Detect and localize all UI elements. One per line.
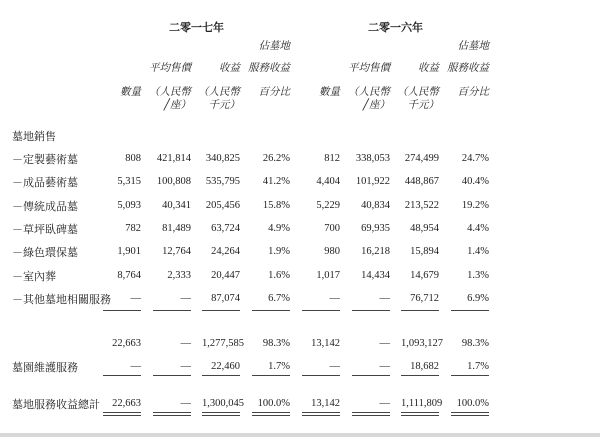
cell-avg-price-2016: 101,922 <box>355 176 390 187</box>
subtotal-underline <box>202 310 240 311</box>
subtotal-underline <box>352 375 390 376</box>
subtotal-underline <box>202 375 240 376</box>
cell-revenue-2017: 20,447 <box>211 270 240 281</box>
cell-revenue-2016: 448,867 <box>404 176 439 187</box>
cell-percentage-2016: 100.0% <box>456 398 489 409</box>
cell-quantity-2017: 5,315 <box>117 176 141 187</box>
subtotal-underline <box>252 310 290 311</box>
cell-avg-price-2017: 421,814 <box>156 153 191 164</box>
subtotal-underline <box>451 375 489 376</box>
row-label: －傳統成品墓 <box>12 201 78 213</box>
subtotal-underline <box>401 310 439 311</box>
cell-percentage-2017: 98.3% <box>262 338 290 349</box>
cell-revenue-2016: 76,712 <box>410 293 439 304</box>
cell-percentage-2016: 1.7% <box>467 361 489 372</box>
cell-avg-price-2017: — <box>180 361 191 372</box>
section-label: 墓地銷售 <box>12 131 56 143</box>
header-percentage-line2: 服務收益 <box>248 63 290 74</box>
year-header-2016: 二零一六年 <box>368 22 423 34</box>
cell-quantity-2017: — <box>130 293 141 304</box>
cell-revenue-2017: 1,277,585 <box>202 338 244 349</box>
cell-quantity-2016: 812 <box>324 153 340 164</box>
cell-avg-price-2017: — <box>180 338 191 349</box>
cell-percentage-2016: 1.3% <box>467 270 489 281</box>
cell-revenue-2017: 24,264 <box>211 246 240 257</box>
cell-quantity-2016: 1,017 <box>316 270 340 281</box>
total-double-underline <box>401 412 439 416</box>
table-row <box>0 198 600 214</box>
year-header-2017: 二零一七年 <box>169 22 224 34</box>
cell-quantity-2016: 5,229 <box>316 200 340 211</box>
cell-avg-price-2016: 14,434 <box>361 270 390 281</box>
cell-percentage-2017: 26.2% <box>262 153 290 164</box>
cell-avg-price-2017: — <box>180 293 191 304</box>
cell-quantity-2017: 5,093 <box>117 200 141 211</box>
header-percentage-line3: 百分比 <box>457 87 489 98</box>
cell-avg-price-2016: 40,834 <box>361 200 390 211</box>
cell-percentage-2016: 4.4% <box>467 223 489 234</box>
header-avg-price-line3: （人民幣╱座） <box>348 87 390 111</box>
cell-quantity-2016: 4,404 <box>316 176 340 187</box>
header-revenue-line3: （人民幣千元） <box>397 87 439 111</box>
cell-quantity-2017: 8,764 <box>117 270 141 281</box>
cell-avg-price-2016: — <box>379 398 390 409</box>
row-label: －綠色環保墓 <box>12 247 78 259</box>
cell-percentage-2016: 1.4% <box>467 246 489 257</box>
header-avg-price-line2: 平均售價 <box>149 63 191 74</box>
subtotal-underline <box>252 375 290 376</box>
total-double-underline <box>302 412 340 416</box>
header-percentage-line1: 佔墓地 <box>457 41 489 52</box>
cell-quantity-2016: — <box>329 361 340 372</box>
subtotal-underline <box>103 375 141 376</box>
cell-revenue-2017: 535,795 <box>205 176 240 187</box>
total-double-underline <box>103 412 141 416</box>
header-revenue-line2: 收益 <box>219 63 240 74</box>
row-label: －草坪臥碑墓 <box>12 224 78 236</box>
total-double-underline <box>153 412 191 416</box>
cell-revenue-2016: 213,522 <box>404 200 439 211</box>
cell-avg-price-2016: 69,935 <box>361 223 390 234</box>
cell-avg-price-2016: 338,053 <box>355 153 390 164</box>
cell-revenue-2016: 14,679 <box>410 270 439 281</box>
subtotal-underline <box>103 310 141 311</box>
total-double-underline <box>202 412 240 416</box>
cell-percentage-2017: 1.9% <box>268 246 290 257</box>
cell-quantity-2017: 22,663 <box>112 338 141 349</box>
cell-percentage-2017: 15.8% <box>262 200 290 211</box>
cell-percentage-2016: 40.4% <box>461 176 489 187</box>
cell-quantity-2016: 700 <box>324 223 340 234</box>
row-label: －定製藝術墓 <box>12 154 78 166</box>
cell-avg-price-2017: 40,341 <box>162 200 191 211</box>
cell-percentage-2016: 6.9% <box>467 293 489 304</box>
subtotal-underline <box>153 310 191 311</box>
table-row <box>0 174 600 190</box>
cell-quantity-2017: 808 <box>125 153 141 164</box>
cell-revenue-2017: 63,724 <box>211 223 240 234</box>
header-percentage-line2: 服務收益 <box>447 63 489 74</box>
total-double-underline <box>451 412 489 416</box>
cell-avg-price-2017: — <box>180 398 191 409</box>
cell-avg-price-2017: 100,808 <box>156 176 191 187</box>
cell-revenue-2016: 274,499 <box>404 153 439 164</box>
cell-percentage-2017: 6.7% <box>268 293 290 304</box>
cell-revenue-2017: 87,074 <box>211 293 240 304</box>
cell-revenue-2017: 205,456 <box>205 200 240 211</box>
cell-percentage-2017: 1.7% <box>268 361 290 372</box>
cell-percentage-2016: 98.3% <box>461 338 489 349</box>
subtotal-underline <box>401 375 439 376</box>
header-revenue-line2: 收益 <box>418 63 439 74</box>
subtotal-underline <box>352 310 390 311</box>
page-bottom-divider <box>0 433 600 437</box>
total-double-underline <box>252 412 290 416</box>
table-row <box>0 291 600 307</box>
header-percentage-line1: 佔墓地 <box>258 41 290 52</box>
cell-avg-price-2016: — <box>379 338 390 349</box>
cell-revenue-2016: 15,894 <box>410 246 439 257</box>
cell-quantity-2017: 22,663 <box>112 398 141 409</box>
cell-avg-price-2017: 2,333 <box>167 270 191 281</box>
cell-percentage-2016: 19.2% <box>461 200 489 211</box>
cell-revenue-2016: 1,111,809 <box>401 398 443 409</box>
table-row <box>0 336 600 352</box>
cell-percentage-2017: 100.0% <box>257 398 290 409</box>
cell-avg-price-2016: — <box>379 361 390 372</box>
cell-quantity-2016: 980 <box>324 246 340 257</box>
header-quantity-line3: 數量 <box>120 87 141 98</box>
table-row <box>0 268 600 284</box>
cell-avg-price-2017: 12,764 <box>162 246 191 257</box>
header-percentage-line3: 百分比 <box>258 87 290 98</box>
cell-percentage-2017: 41.2% <box>262 176 290 187</box>
header-avg-price-line2: 平均售價 <box>348 63 390 74</box>
cell-percentage-2016: 24.7% <box>461 153 489 164</box>
cell-quantity-2016: 13,142 <box>311 398 340 409</box>
cell-percentage-2017: 1.6% <box>268 270 290 281</box>
cell-revenue-2016: 1,093,127 <box>401 338 443 349</box>
subtotal-underline <box>153 375 191 376</box>
subtotal-underline <box>451 310 489 311</box>
cell-revenue-2016: 48,954 <box>410 223 439 234</box>
row-label: －室內葬 <box>12 271 56 283</box>
header-avg-price-line3: （人民幣╱座） <box>149 87 191 111</box>
table-row <box>0 221 600 237</box>
cell-revenue-2017: 340,825 <box>205 153 240 164</box>
total-double-underline <box>352 412 390 416</box>
header-revenue-line3: （人民幣千元） <box>198 87 240 111</box>
cell-avg-price-2017: 81,489 <box>162 223 191 234</box>
cell-quantity-2017: 782 <box>125 223 141 234</box>
subtotal-underline <box>302 375 340 376</box>
table-row <box>0 244 600 260</box>
cell-revenue-2017: 1,300,045 <box>202 398 244 409</box>
cell-avg-price-2016: 16,218 <box>361 246 390 257</box>
row-label: －成品藝術墓 <box>12 177 78 189</box>
cell-revenue-2016: 18,682 <box>410 361 439 372</box>
row-label: 墓園維護服務 <box>12 362 78 374</box>
row-label: －其他墓地相關服務 <box>12 294 111 306</box>
cell-quantity-2017: 1,901 <box>117 246 141 257</box>
row-label: 墓地服務收益總計 <box>12 399 100 411</box>
cell-percentage-2017: 4.9% <box>268 223 290 234</box>
cell-quantity-2016: — <box>329 293 340 304</box>
cell-quantity-2017: — <box>130 361 141 372</box>
subtotal-underline <box>302 310 340 311</box>
header-quantity-line3: 數量 <box>319 87 340 98</box>
cell-avg-price-2016: — <box>379 293 390 304</box>
table-row <box>0 151 600 167</box>
table-row <box>0 359 600 375</box>
cell-revenue-2017: 22,460 <box>211 361 240 372</box>
cell-quantity-2016: 13,142 <box>311 338 340 349</box>
table-row <box>0 396 600 412</box>
